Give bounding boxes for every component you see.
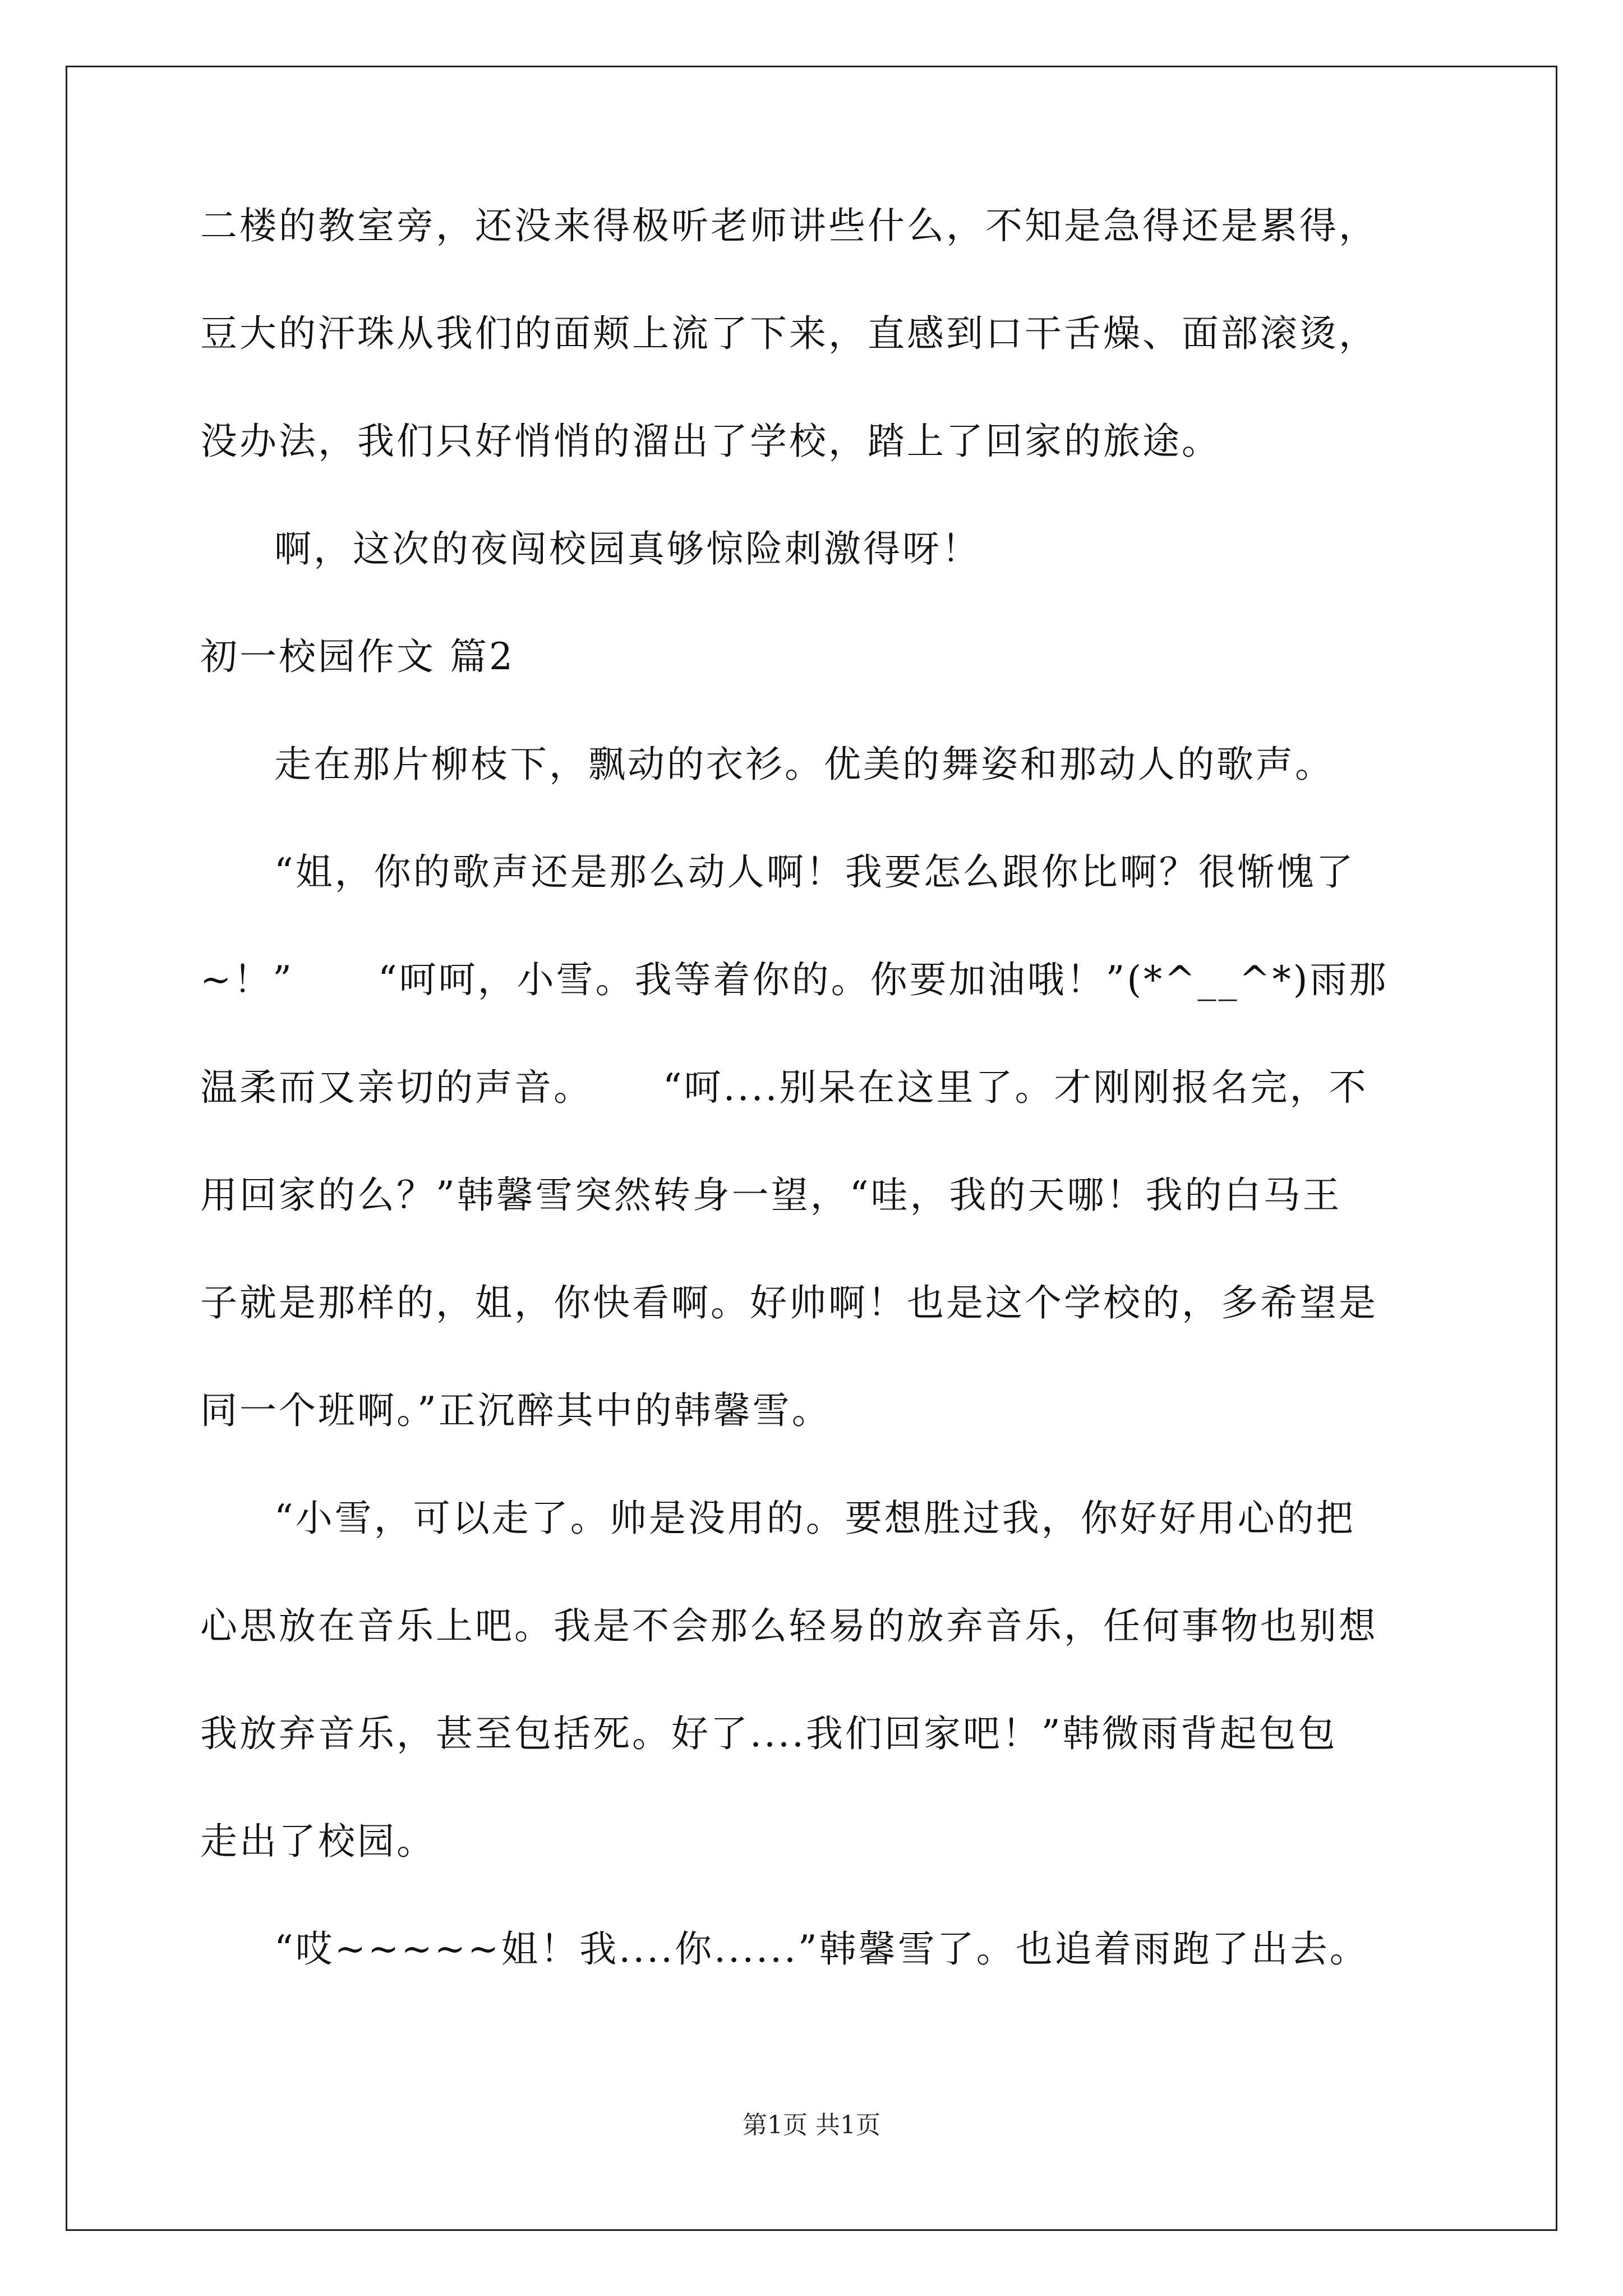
text-line: “姐，你的歌声还是那么动人啊！我要怎么跟你比啊？很惭愧了 <box>274 850 1355 894</box>
text-line: “小雪，可以走了。帅是没用的。要想胜过我，你好好用心的把 <box>274 1497 1355 1540</box>
page-number-footer: 第1页 共1页 <box>743 2111 880 2139</box>
text-line: “哎~~~~~姐！我....你......”韩馨雪了。也追着雨跑了出去。 <box>274 1927 1369 1971</box>
text-line: 走出了校园。 <box>200 1820 436 1863</box>
text-line: 啊，这次的夜闯校园真够惊险刺激得呀！ <box>274 527 981 570</box>
text-line: 同一个班啊。”正沉醉其中的韩馨雪。 <box>200 1389 831 1432</box>
text-line: 温柔而又亲切的声音。 “呵....别呆在这里了。才刚刚报名完，不 <box>200 1066 1368 1109</box>
text-line: 用回家的么？”韩馨雪突然转身一望，“哇，我的天哪！我的白马王 <box>200 1174 1342 1217</box>
page-border <box>66 66 1557 2231</box>
text-line: 没办法，我们只好悄悄的溜出了学校，踏上了回家的旅途。 <box>200 420 1221 463</box>
text-line: 我放弃音乐，甚至包括死。好了....我们回家吧！”韩微雨背起包包 <box>200 1712 1338 1755</box>
text-line: 子就是那样的，姐，你快看啊。好帅啊！也是这个学校的，多希望是 <box>200 1281 1378 1324</box>
text-line: ~！” “呵呵，小雪。我等着你的。你要加油哦！”(*^__^*)雨那 <box>200 958 1389 1001</box>
text-line: 二楼的教室旁，还没来得极听老师讲些什么，不知是急得还是累得， <box>200 204 1378 247</box>
section-heading: 初一校园作文 篇2 <box>200 635 515 678</box>
text-line: 心思放在音乐上吧。我是不会那么轻易的放弃音乐，任何事物也别想 <box>200 1604 1378 1648</box>
text-line: 豆大的汗珠从我们的面颊上流了下来，直感到口干舌燥、面部滚烫， <box>200 312 1378 355</box>
text-line: 走在那片柳枝下，飘动的衣衫。优美的舞姿和那动人的歌声。 <box>274 743 1334 786</box>
